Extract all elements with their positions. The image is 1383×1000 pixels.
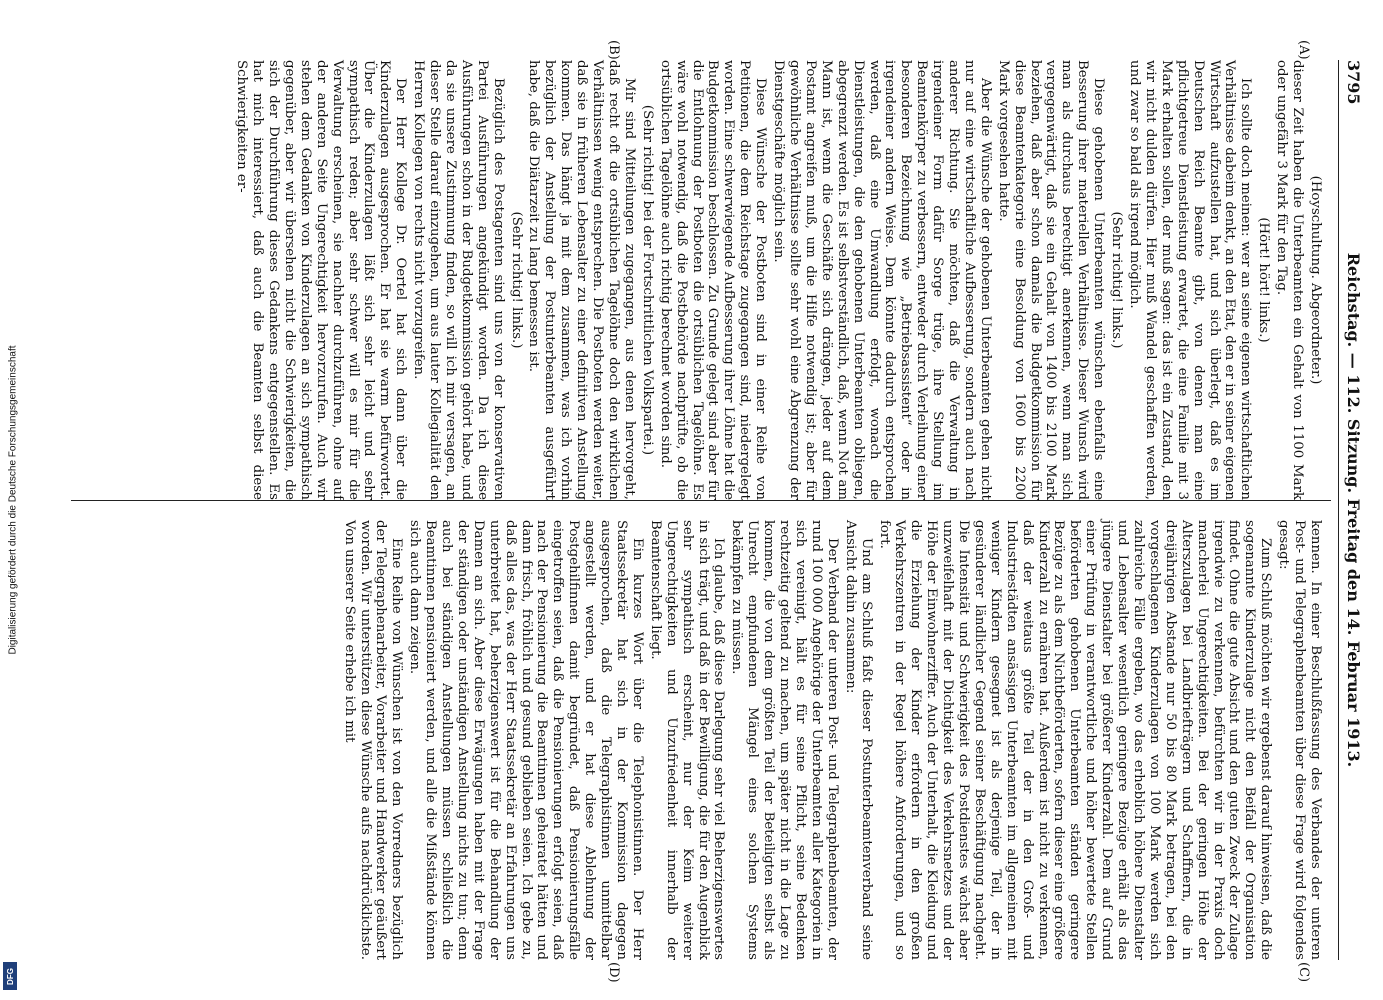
- paragraph: Diese gehobenen Unterbeamten wünschen ebenfalls eine Besserung ihrer materiellen Verhältnisse. Dieser Wunsch wird man als durchaus berechtigt anerkennen, wenn man sich vergegenwärtigt, daß sie ein Gehalt von 1400 bis 2100 Mark beziehen, daß aber schon damals die Budgetkommission für diese Beamtenkategorie eine Besoldung von 1600 bis 2200 Mark vorgesehen hatte.: [995, 60, 1107, 500]
- header-title: Reichstag. — 112. Sitzung. Freitag den 14. Februar 1913.: [1344, 252, 1363, 768]
- credit-text: Digitalisierung gefördert durch die Deutsche Forschungsgemeinschaft: [7, 345, 19, 655]
- quote-paragraph: Zum Schluß möchten wir ergebenst darauf hinweisen, daß die sogenannte Kinderzulage nicht den Beifall der Organisation findet. Ohne die gute Absicht und den guten Zweck der Zulage irgendwie zu verkennen, befürchten wir in der Praxis doch mancherlei Ungerechtigkeiten. Bei der geringen Höhe der Alterszulagen bei Landbriefträgern und Schaffnern, die in dreijährigen Abstande nur 50 bis 80 Mark betragen, bei den vorgeschlagenen Kinderzulagen von 100 Mark werden sich zahlreiche Fälle ergeben, wo das erheblich höhere Dienstalter und Lebensalter wesentlich geringere Bezüge erhält als das jüngere Dienstalter bei größerer Kinderzahl. Dem auf Grund einer Prüfung in verantwortliche und höher bewertete Stellen beförderten gehobenen Unterbeamten ständen geringere Bezüge zu als dem Nichtbeförderten, sofern dieser eine größere Kinderzahl zu ernähren hat. Außerdem ist nicht zu verkennen, daß der weitaus größte Teil der in den Groß- und Industriestädten ansässigen Unterbeamten im allgemeinen mit weniger Kindern gesegnet ist als derjenige Teil, der in gesünderer ländlicher Gegend seiner Beschäftigung nachgeht. Die Intensität und Schwierigkeit des Postdienstes wächst aber unzweifelhaft mit der Dichtigkeit des Verkehrsnetzes und der Höhe der Einwohnerziffer. Auch der Unterhalt, die Kleidung und die Erziehung der Kinder erfordern in den großen Verkehrszentren in der Regel höhere Anforderungen, und so fort.: [876, 520, 1274, 960]
- paragraph: Der Herr Kollege Dr. Oertel hat sich dann über die Kinderzulagen ausgesprochen. Er hat sie warm befürwortet. Über die Kinderzulagen läßt sich sehr leicht und sehr sympathisch reden; aber sehr schwer will es mir für die Verwaltung erscheinen, sie nachher durchzuführen, ohne auf der anderen Seite Ungerechtigkeit hervorzurufen. Auch wir stehen dem Gedanken von Kinderzulagen an sich sympathisch gegenüber, aber wir übersehen nicht die Schwierigkeiten, die sich der Durchführung dieses Gedankens entgegenstellen. Es hat mich interessiert, daß auch die Beamten selbst diese Schwierigkeiten er-: [234, 60, 409, 500]
- right-column: [339, 520, 1323, 960]
- interjection: (Sehr richtig! links.): [508, 211, 524, 349]
- paragraph: Aber die Wünsche der gehobenen Unterbeamten gehen nicht nur auf eine wirtschaftliche Aufbesserung, sondern auch nach anderer Richtung. Sie möchten, daß die Verwaltung in irgendeiner Form dafür Sorge trüge, ihre Stellung im Beamtenkörper zu verbessern, entweder durch Verleihung einer besonderen Bezeichnung wie „Betriebsassistent“ oder in irgendeiner andern Weise. Dem könnte dadurch entsprochen werden, daß eine Umwandlung erfolgt, wonach die Dienstleistungen, die den gehobenen Unterbeamten obliegen, abgegrenzt werden. Es ist selbstverständlich, daß, wenn Not am Mann ist, wenn die Geschäfte sich drängen, jeder auf dem Postamt angreifen muß, um die Hilfe notwendig ist; aber für gewöhnliche Verhältnisse sollte sehr wohl eine Abgrenzung der Dienstgeschäfte möglich sein.: [771, 60, 993, 500]
- paragraph: Mir sind Mitteilungen zugegangen, aus denen hervorgeht, daß recht oft die ortsüblichen Tagelöhne doch den wirklichen Verhältnissen wenig entsprechen. Die Postboten werden weiter, daß sie in früheren Lebensalter zu einer definitiven Anstellung kommen. Das hängt ja mit dem zusammen, was ich vorhin bezüglich der Anstellung der Postunterbeamten ausgeführt habe, daß die Diätarzeit zu lang bemessen ist.: [526, 60, 637, 500]
- margin-mark-c: (C): [1296, 962, 1311, 983]
- dfg-logo: DFG: [3, 962, 17, 990]
- speaker-line: (Hoyschultung. Abgeordneter.): [1308, 175, 1323, 385]
- interjection: (Sehr richtig! bei der Fortschrittlichen Volkspartei.): [639, 104, 655, 456]
- paragraph: Ich sollte doch meinen: wer an seine eigenen wirtschaftlichen Verhältnisse dabeim denkt, an den Etat, den er in seiner eigenen Wirtschaft aufzustellen hat, und sich überlegt, daß es im Deutschen Reich Beamte gibt, von denen man eine pflichtgetreue Dienstleistung erwartet, die eine Familie mit 3 Mark erhalten sollen, der muß sagen: das ist ein Zustand, den wir nicht dulden dürfen. Hier muß Wandel geschaffen werden, und zwar so bald als irgend möglich.: [1127, 60, 1254, 500]
- quote-paragraph: Der Verband der unteren Post- und Telegraphenbeamten, der rund 100 000 Angehörige der Unterbeamten aller Kategorien in sich vereinigt, hält es für seine Pflicht, seine Bedenken rechtzeitig geltend zu machen, um später nicht in die Lage zu kommen, die von dem größten Teil der Beteiligten selbst als Unrecht empfundenen Mängel eines solchen Systems bekämpfen zu müssen.: [729, 520, 840, 960]
- paragraph: Ein kurzes Wort über die Telephonistinnen. Der Herr Staatssekretär hat sich in der Kommission dagegen ausgesprochen, daß die Telegraphistinnen unmittelbar angestellt werden, und er hat diese Ablehnung der Postgehilfinnen damit begründet, daß Pensionierungsfälle eingetroffen seien, daß die Pensionierungen erfolgt seien, daß nach der Pensionierung die Beamtinnen geheiratet hätten und dann frisch, fröhlich und gesund geblieben seien. Ich gebe zu, daß alles das, was der Herr Staatssekretär an Erfahrungen uns unterbreitet hat, beherzigenswert ist für die Behandlung der Damen an sich. Aber diese Erwägungen haben mit der Frage der ständigen oder unständigen Anstellung nichts zu tun; denn auch bei ständigen Anstellungen müssen schließlich die Beamtinnen pensioniert werden, und alle die Mißstände können sich auch dann zeigen.: [407, 520, 645, 960]
- margin-mark-a: (A): [1296, 40, 1311, 60]
- page-number: 3795: [1344, 60, 1363, 105]
- margin-mark-b: (B): [606, 40, 621, 60]
- paragraph: Diese Wünsche der Postboten sind in einer Reihe von Petitionen, die dem Reichstage zugegangen sind, niedergelegt worden. Eine schwerwiegende Aufbesserung ihrer Löhne hat die Budgetkommission beschlossen. Zu Grunde gelegt sind aber für die Entlohnung der Postboten die ortsüblichen Tagelöhne. Es wäre wohl notwendig, daß die Postbehörde nachprüfte, ob die ortsüblichen Tagelöhne auch richtig berechnet worden sind.: [657, 60, 769, 500]
- column-divider: [71, 500, 1331, 501]
- interjection: (Sehr richtig! links.): [1109, 211, 1125, 349]
- paragraph: Bezüglich des Postagenten sind uns von der konservativen Partei Ausführungen angekündigt worden. Da ich diese Ausführungen schon in der Budgetkommission gehört habe, und da sie unsere Zustimmung finden, so will ich mir versagen, an dieser Stelle darauf einzugehen, um aus lauter Kollegialität den Herren Kollegen von rechts nicht vorzugreifen.: [411, 60, 506, 500]
- paragraph: kennen. In einer Beschlußfassung des Verbandes der unteren Post- und Telegraphenbeamten über diese Frage wird folgendes gesagt:: [1276, 520, 1323, 960]
- paragraph: Ich glaube, daß diese Darlegung sehr viel Beherzigenswertes in sich trägt, und daß in der Bewilligung, die für den Augenblick sehr sympathisch erscheint, nur der Keim weiterer Ungerechtigkeiten und Unzufriedenheit innerhalb der Beamtenschaft liegt.: [647, 520, 727, 960]
- paragraph: Und am Schluß faßt dieser Postunterbeamtenverband seine Ansicht dahin zusammen:: [842, 520, 874, 960]
- paragraph: Eine Reihe von Wünschen ist von den Vorredners bezüglich der Telegraphenarbeiter, Vorarbeiter und Handwerker geäußert worden. Wir unterstützen diese Wünsche aufs nachdrücklichste. Von unserer Seite erhebe ich mit: [341, 520, 405, 960]
- interjection: (Hört! hört! links.): [1256, 217, 1272, 343]
- paragraph: dieser Zeit haben die Unterbeamten ein Gehalt von 1100 Mark oder ungefähr 3 Mark für den Tag.: [1274, 60, 1306, 500]
- page-header: [1338, 60, 1363, 960]
- margin-mark-d: (D): [606, 962, 621, 983]
- left-column: [231, 60, 1323, 500]
